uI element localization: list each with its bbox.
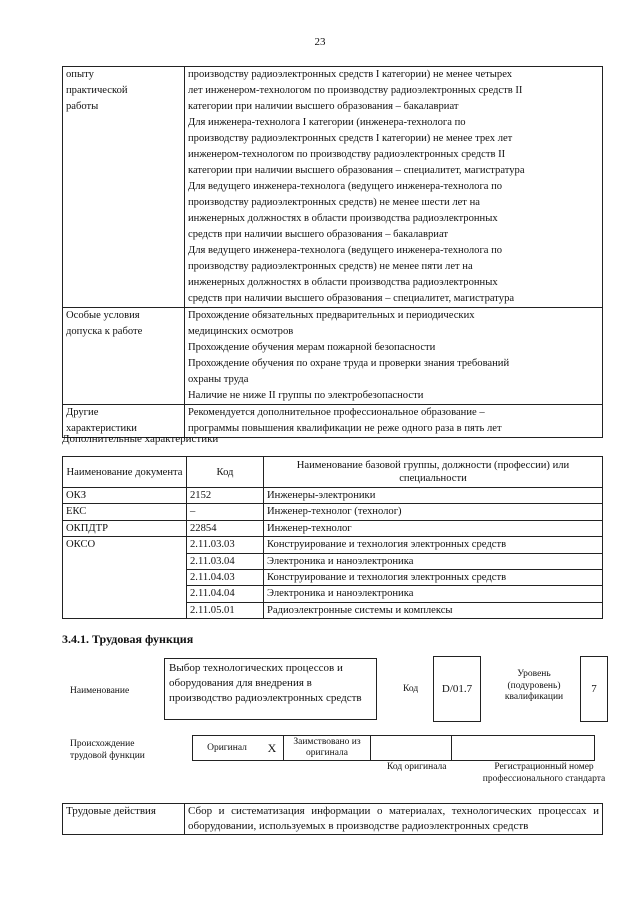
- page-number: 23: [314, 36, 326, 48]
- cell-document: [63, 602, 187, 618]
- table-row: [63, 504, 603, 520]
- cell-code: –: [187, 504, 264, 520]
- requirements-table: [62, 66, 603, 438]
- registration-caption: Регистрационный номер профессионального стандарта: [482, 762, 606, 784]
- table-row: [63, 586, 603, 602]
- cell-code: 22854: [187, 520, 264, 536]
- cell-document: [63, 586, 187, 602]
- cell-document: [63, 570, 187, 586]
- cell-name: Электроника и наноэлектроника: [264, 586, 603, 602]
- cell-name: Радиоэлектронные системы и комплексы: [264, 602, 603, 618]
- cell-code: 2.11.04.03: [187, 570, 264, 586]
- row-experience: [63, 67, 603, 308]
- table-row: [63, 520, 603, 536]
- function-heading: 3.4.1. Трудовая функция: [62, 632, 194, 646]
- additional-characteristics-heading: Дополнительные характеристики: [62, 433, 219, 445]
- cell-name: Инженер-технолог (технолог): [264, 504, 603, 520]
- table-row: [63, 602, 603, 618]
- table-row: [63, 553, 603, 569]
- label-other-characteristics: Другие характеристики: [63, 405, 185, 438]
- code-label: Код: [403, 684, 419, 694]
- cell-name: Инженер-технолог: [264, 520, 603, 536]
- table-row: [63, 570, 603, 586]
- labor-actions-table: [62, 803, 603, 835]
- cell-code: 2.11.05.01: [187, 602, 264, 618]
- cell-document: ЕКС: [63, 504, 187, 520]
- labor-actions-text: Сбор и систематизация информации о материалах, технологических процессах и оборудовании, используемых в производстве радиоэлектронных средств: [185, 804, 603, 835]
- function-code-box: D/01.7: [433, 656, 481, 722]
- col-header-name: Наименование базовой группы, должности (профессии) или специальности: [264, 457, 603, 488]
- qualification-level-box: 7: [580, 656, 608, 722]
- table-header-row: [63, 457, 603, 488]
- cell-document: ОКСО: [63, 537, 187, 553]
- additional-characteristics-table: [62, 456, 603, 619]
- cell-document: ОКЗ: [63, 488, 187, 504]
- cell-name: Электроника и наноэлектроника: [264, 553, 603, 569]
- original-mark: X: [261, 736, 284, 761]
- cell-name: Конструирование и технология электронных средств: [264, 570, 603, 586]
- original-code-cell: [371, 736, 452, 761]
- origin-label: Происхождение трудовой функции: [70, 739, 145, 761]
- special-conditions-text: Прохождение обязательных предварительных и периодических медицинских осмотров Прохождение обучения мерам пожарной безопасности Прохождение обучения по охране труда и проверки знания требований охраны труда Наличие не ниже II группы по электробезопасности: [185, 308, 603, 405]
- row-special-conditions: [63, 308, 603, 405]
- original-label: Оригинал: [193, 736, 262, 761]
- name-label: Наименование: [70, 686, 130, 696]
- cell-document: [63, 553, 187, 569]
- cell-code: 2.11.03.03: [187, 537, 264, 553]
- table-row: [63, 488, 603, 504]
- other-characteristics-text: Рекомендуется дополнительное профессиональное образование – программы повышения квалификации не реже одного раза в пять лет: [185, 405, 603, 438]
- labor-actions-label: Трудовые действия: [63, 804, 185, 835]
- cell-document: ОКПДТР: [63, 520, 187, 536]
- col-header-code: Код: [187, 457, 264, 488]
- cell-code: 2.11.03.04: [187, 553, 264, 569]
- registration-number-cell: [452, 736, 595, 761]
- label-special-conditions: Особые условия допуска к работе: [63, 308, 185, 405]
- cell-code: 2.11.04.04: [187, 586, 264, 602]
- experience-text: производству радиоэлектронных средств I категории) не менее четырех лет инженером-технологом по производству радиоэлектронных средств II категории при наличии высшего образования – бакалавриат Для инженера-технолога I категории (инженера-технолога по производству радиоэлектронных средств I категории) не менее трех лет инженером-технологом по производству радиоэлектронных средств II категории при наличии высшего образования – специалитет, магистратура Для ведущего инженера-технолога (ведущего инженера-технолога по производству радиоэлектронных средств) не менее шести лет на инженерных должностях в области производства радиоэлектронных средств при наличии высшего образования – бакалавриат Для ведущего инженера-технолога (ведущего инженера-технолога по производству радиоэлектронных средств) не менее пяти лет на инженерных должностях в области производства радиоэлектронных средств при наличии высшего образования – специалитет, магистратура: [185, 67, 603, 308]
- origin-table: [192, 735, 595, 761]
- col-header-document: Наименование документа: [63, 457, 187, 488]
- cell-code: 2152: [187, 488, 264, 504]
- function-name-box: Выбор технологических процессов и оборудования для внедрения в производство радиоэлектронных средств: [164, 658, 377, 720]
- cell-name: Инженеры-электроники: [264, 488, 603, 504]
- table-row: [63, 537, 603, 553]
- cell-name: Конструирование и технология электронных средств: [264, 537, 603, 553]
- label-experience: опыту практической работы: [63, 67, 185, 308]
- borrowed-label: Заимствовано из оригинала: [284, 736, 371, 761]
- qualification-level-label: Уровень (подуровень) квалификации: [504, 669, 564, 702]
- original-code-caption: Код оригинала: [387, 762, 447, 772]
